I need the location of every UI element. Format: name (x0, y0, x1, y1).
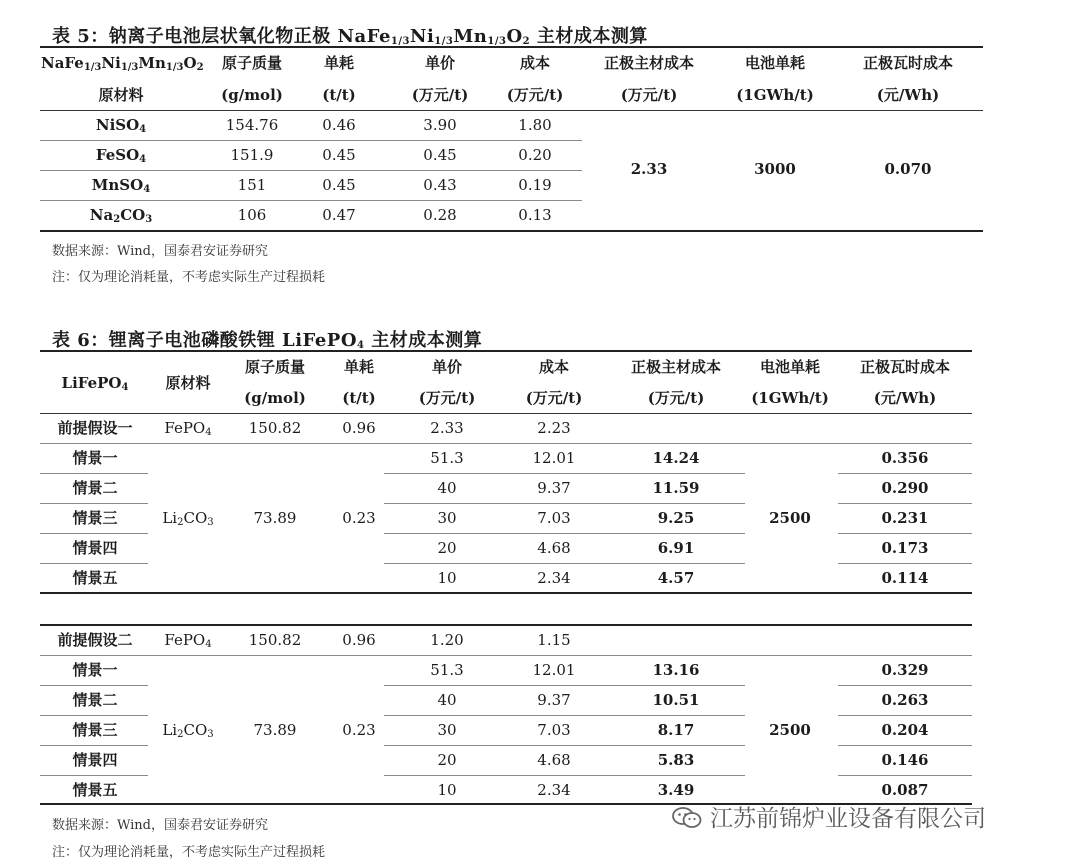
table6-scenario-cost: 4.68 (537, 751, 571, 769)
table5-header-unit: (元/Wh) (876, 86, 940, 104)
table6-scenario-label: 情景一 (72, 449, 118, 467)
table6-li-material: $Li_2CO_3$ (162, 721, 214, 740)
table6-scenario-wh: 0.231 (881, 509, 929, 527)
table6-row-rule (40, 503, 148, 504)
table6-row-rule (838, 503, 972, 504)
table6-header-unit: (g/mol) (244, 389, 306, 407)
table5-material: FeSO$_4$ (95, 146, 147, 165)
table6-scenario-cathode: 4.57 (657, 569, 695, 587)
table5-header-cell: 原子质量 (221, 54, 282, 72)
table5-material: MnSO$_4$ (91, 176, 151, 195)
table6-row-rule (384, 775, 745, 776)
table6-header-cell: 单耗 (343, 358, 374, 376)
table6-scenario-label: 情景三 (72, 721, 118, 739)
table5-header-cell: 成本 (519, 54, 550, 72)
watermark (672, 800, 986, 833)
table6-scenario-price: 30 (437, 721, 457, 739)
table6-scenario-cost: 12.01 (532, 661, 576, 679)
table5-source: 数据来源：Wind，国泰君安证券研究 (52, 244, 268, 259)
table6-header-cell: 正极瓦时成本 (859, 358, 950, 376)
table6-header-unit: (元/Wh) (873, 389, 937, 407)
table5-material: $Na_2CO_3$ (89, 206, 153, 225)
table6-scenario-price: 20 (437, 539, 457, 557)
table5-cost: 1.80 (518, 116, 552, 134)
table5-battery-usage: 3000 (754, 160, 796, 178)
table6-row-rule (384, 533, 745, 534)
table6-header-cell: 原材料 (165, 374, 211, 392)
table6-row-rule (384, 473, 745, 474)
table6-row-rule (40, 685, 148, 686)
table6-row-rule (40, 533, 148, 534)
table6-premise-label: 前提假设一 (57, 419, 133, 437)
wechat-icon (672, 807, 702, 829)
table6-scenario-label: 情景三 (72, 509, 118, 527)
table6-li-mass: 73.89 (253, 509, 297, 527)
table6-scenario-cathode: 10.51 (652, 691, 700, 709)
table6-li-usage: 0.23 (342, 509, 376, 527)
table6-scenario-price: 10 (437, 569, 457, 587)
table5-row-rule (40, 140, 582, 141)
table6-row-rule (838, 715, 972, 716)
table5-cathode-cost: 2.33 (630, 160, 668, 178)
table5-material: NiSO$_4$ (95, 116, 147, 135)
table6-scenario-wh: 0.114 (881, 569, 929, 587)
table6-scenario-label: 情景一 (72, 661, 118, 679)
table5-row-rule (40, 170, 582, 171)
table6-scenario-cathode: 8.17 (657, 721, 695, 739)
table5-header-cell: 单耗 (323, 54, 354, 72)
table6-scenario-wh: 0.290 (881, 479, 929, 497)
table6-premise-label: 前提假设二 (57, 631, 133, 649)
table6-header-unit: (万元/t) (418, 389, 476, 407)
table6-row-rule (384, 503, 745, 504)
table5-usage: 0.45 (322, 146, 356, 164)
table5-title: 表 5：钠离子电池层状氧化物正极 $NaFe_{1/3}Ni_{1/3}Mn_{1/3}O_2$ 主材成本测算 (52, 26, 648, 47)
table6-row-rule (838, 745, 972, 746)
table6-scenario-wh: 0.263 (881, 691, 929, 709)
table6-row-rule (40, 715, 148, 716)
table6-scenario-label: 情景五 (72, 569, 118, 587)
table6-scenario-cathode: 6.91 (657, 539, 695, 557)
table5-usage: 0.47 (322, 206, 356, 224)
table6-header-unit: (万元/t) (647, 389, 705, 407)
table6-header-cell: 成本 (538, 358, 569, 376)
table6-row-rule (384, 563, 745, 564)
table5-price: 3.90 (423, 116, 457, 134)
table6-row-rule (838, 563, 972, 564)
table6-scenario-cathode: 9.25 (657, 509, 695, 527)
table6-header-cell: 原子质量 (244, 358, 305, 376)
table6-row-rule (40, 443, 972, 444)
table5-header-cell: 电池单耗 (744, 54, 805, 72)
table5-cost: 0.19 (518, 176, 552, 194)
table5-header-unit: (g/mol) (221, 86, 283, 104)
table6-scenario-label: 情景二 (72, 691, 118, 709)
table6-top-rule (40, 350, 972, 352)
table5-price: 0.45 (423, 146, 457, 164)
table5-mass: 151.9 (230, 146, 274, 164)
table6-scenario-cathode: 14.24 (652, 449, 700, 467)
table5-cost: 0.13 (518, 206, 552, 224)
table5-top-rule (40, 46, 983, 48)
table6-li-usage: 0.23 (342, 721, 376, 739)
table6-scenario-wh: 0.173 (881, 539, 929, 557)
table5-header-unit: (万元/t) (506, 86, 564, 104)
table5-header-cell: 正极瓦时成本 (862, 54, 953, 72)
table6-battery-usage: 2500 (769, 509, 811, 527)
table5-header-unit: (1GWh/t) (736, 86, 814, 104)
table6-premise-material: FePO$_4$ (164, 631, 212, 650)
table5-header-unit: (t/t) (322, 86, 356, 104)
table6-header-cell: LiFePO$_4$ (61, 374, 129, 393)
table6-row-rule (838, 473, 972, 474)
table6-row-rule (40, 745, 148, 746)
table6-premise-cost: 2.23 (537, 419, 571, 437)
table6-scenario-cathode: 13.16 (652, 661, 700, 679)
table6-scenario-label: 情景二 (72, 479, 118, 497)
table6-scenario-cost: 2.34 (537, 781, 571, 799)
table6-scenario-cathode: 3.49 (657, 781, 695, 799)
table6-premise-mass: 150.82 (248, 419, 302, 437)
table6-premise-usage: 0.96 (342, 631, 376, 649)
table6-note: 注：仅为理论消耗量，不考虑实际生产过程损耗 (52, 845, 326, 860)
table6-scenario-wh: 0.356 (881, 449, 929, 467)
table6-row-rule (384, 745, 745, 746)
table6-header-cell: 电池单耗 (759, 358, 820, 376)
table5-header-unit: (万元/t) (620, 86, 678, 104)
table6-scenario-cathode: 5.83 (657, 751, 695, 769)
watermark-text: 江苏前锦炉业设备有限公司 (710, 806, 986, 832)
table6-header-unit: (t/t) (342, 389, 376, 407)
table6-scenario-wh: 0.329 (881, 661, 929, 679)
table6-scenario-price: 51.3 (430, 661, 464, 679)
table6-header-cell: 正极主材成本 (630, 358, 721, 376)
table6-premise-material: FePO$_4$ (164, 419, 212, 438)
table6-scenario-price: 40 (437, 479, 457, 497)
table5-usage: 0.46 (322, 116, 356, 134)
table6-scenario-wh: 0.204 (881, 721, 929, 739)
table6-row-rule (40, 655, 972, 656)
table6-header-unit: (1GWh/t) (751, 389, 829, 407)
table6-scenario-cost: 12.01 (532, 449, 576, 467)
table6-scenario-label: 情景四 (72, 539, 118, 557)
table6-scenario-cost: 7.03 (537, 509, 571, 527)
table6-row-rule (40, 775, 148, 776)
table6-scenario-price: 51.3 (430, 449, 464, 467)
table6-scenario-cost: 2.34 (537, 569, 571, 587)
table6-premise-mass: 150.82 (248, 631, 302, 649)
table6-scenario-cost: 9.37 (537, 691, 571, 709)
table6-row-rule (40, 563, 148, 564)
table6-scenario-label: 情景五 (72, 781, 118, 799)
table5-header-cell: $NaFe_{1/3}Ni_{1/3}Mn_{1/3}O_2$ (41, 54, 204, 73)
table6-scenario-cost: 9.37 (537, 479, 571, 497)
table6-header-cell: 单价 (431, 358, 462, 376)
table5-mass: 151 (237, 176, 267, 194)
table6-row-rule (40, 473, 148, 474)
table6-source: 数据来源：Wind，国泰君安证券研究 (52, 818, 268, 833)
table6-section-rule (40, 592, 972, 594)
table5-usage: 0.45 (322, 176, 356, 194)
table5-header-unit: (万元/t) (411, 86, 469, 104)
table6-premise-usage: 0.96 (342, 419, 376, 437)
table5-bottom-rule (40, 230, 983, 232)
table6-scenario-wh: 0.146 (881, 751, 929, 769)
table6-li-mass: 73.89 (253, 721, 297, 739)
table6-header-rule (40, 413, 972, 414)
table6-scenario-cost: 7.03 (537, 721, 571, 739)
table6-scenario-price: 30 (437, 509, 457, 527)
table6-li-material: $Li_2CO_3$ (162, 509, 214, 528)
table6-scenario-price: 40 (437, 691, 457, 709)
table6-section-rule (40, 624, 972, 626)
table6-scenario-price: 20 (437, 751, 457, 769)
table6-scenario-cathode: 11.59 (652, 479, 700, 497)
table6-premise-cost: 1.15 (537, 631, 571, 649)
table5-note: 注：仅为理论消耗量，不考虑实际生产过程损耗 (52, 270, 326, 285)
table6-premise-price: 2.33 (430, 419, 464, 437)
table5-cost: 0.20 (518, 146, 552, 164)
table6-row-rule (838, 685, 972, 686)
table5-mass: 154.76 (225, 116, 279, 134)
table6-title: 表 6：锂离子电池磷酸铁锂 LiFePO$_4$ 主材成本测算 (52, 330, 483, 351)
table6-scenario-label: 情景四 (72, 751, 118, 769)
table5-header-cell: 正极主材成本 (603, 54, 694, 72)
table6-premise-price: 1.20 (430, 631, 464, 649)
table5-price: 0.28 (423, 206, 457, 224)
table6-row-rule (838, 533, 972, 534)
table5-price: 0.43 (423, 176, 457, 194)
table6-scenario-price: 10 (437, 781, 457, 799)
table6-row-rule (838, 775, 972, 776)
table5-wh-cost: 0.070 (884, 160, 932, 178)
table6-row-rule (384, 715, 745, 716)
table6-header-unit: (万元/t) (525, 389, 583, 407)
table5-header-unit: 原材料 (98, 86, 144, 104)
table5-header-cell: 单价 (424, 54, 455, 72)
table5-header-rule (40, 110, 983, 111)
table5-mass: 106 (237, 206, 267, 224)
table6-battery-usage: 2500 (769, 721, 811, 739)
table6-scenario-wh: 0.087 (881, 781, 929, 799)
table5-row-rule (40, 200, 582, 201)
table6-row-rule (384, 685, 745, 686)
table6-scenario-cost: 4.68 (537, 539, 571, 557)
